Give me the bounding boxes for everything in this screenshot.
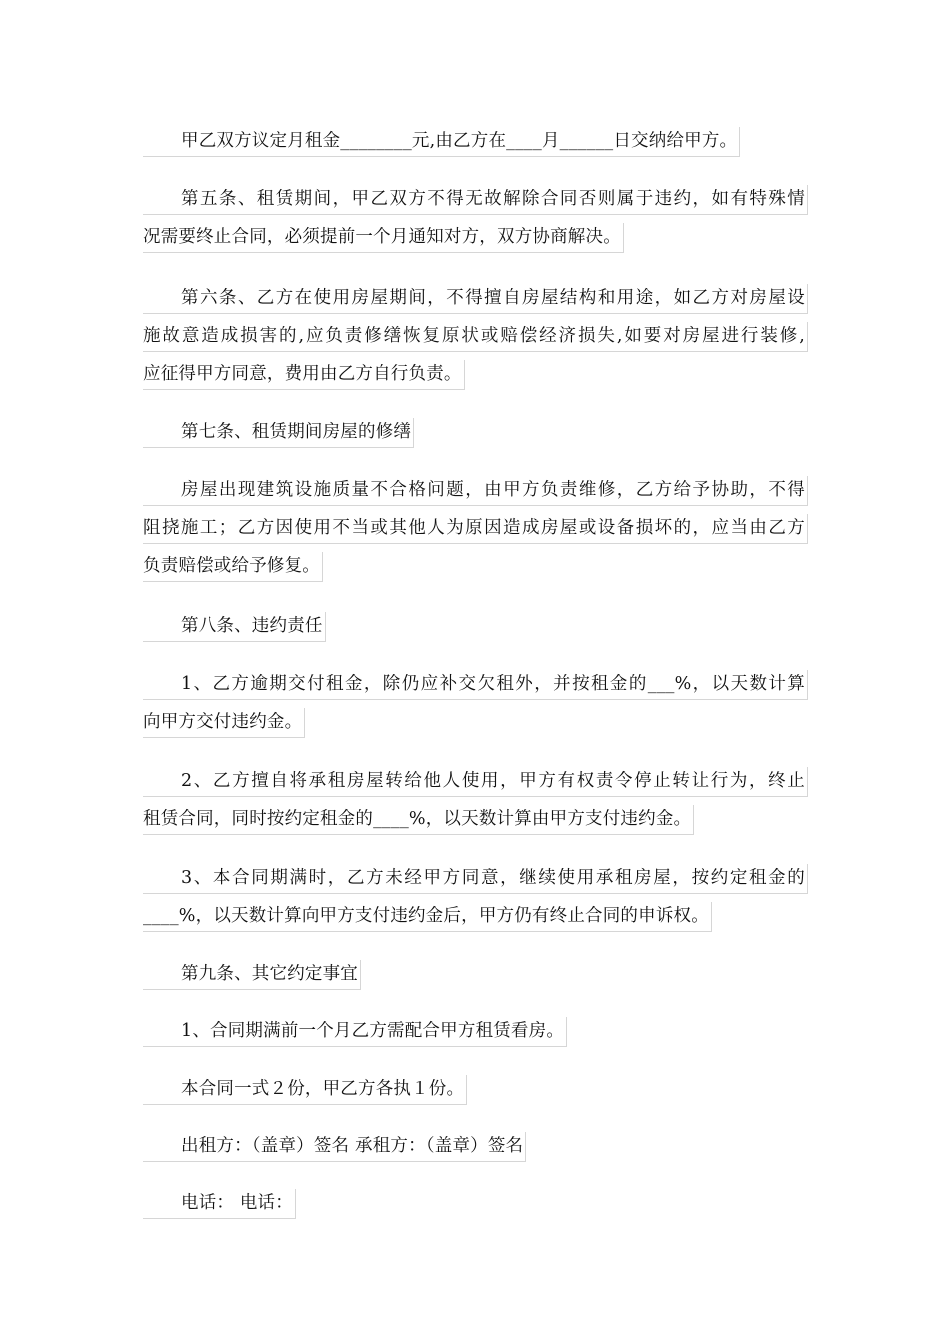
text-line: 况需要终止合同，必须提前一个月通知对方，双方协商解决。: [143, 223, 624, 253]
text-line: 阻挠施工；乙方因使用不当或其他人为原因造成房屋或设备损坏的，应当由乙方: [143, 514, 808, 544]
text-line: 第八条、违约责任: [143, 612, 326, 642]
paragraph-article-8-heading: [143, 612, 808, 642]
paragraph-rent-amount: [143, 127, 808, 157]
text-line: 第六条、乙方在使用房屋期间，不得擅自房屋结构和用途，如乙方对房屋设: [143, 284, 808, 314]
paragraph-article-6: [143, 284, 808, 390]
paragraph-article-5: [143, 185, 808, 253]
text-line: 1、乙方逾期交付租金，除仍应补交欠租外，并按租金的___%，以天数计算: [143, 670, 808, 700]
paragraph-article-7-heading: [143, 418, 808, 448]
text-line: 租赁合同，同时按约定租金的____%，以天数计算由甲方支付违约金。: [143, 805, 694, 835]
paragraph-repairs: [143, 476, 808, 582]
paragraph-article-9-heading: [143, 960, 808, 990]
text-line: 3、本合同期满时，乙方未经甲方同意，继续使用承租房屋，按约定租金的: [143, 864, 808, 894]
text-line: 1、合同期满前一个月乙方需配合甲方租赁看房。: [143, 1017, 567, 1047]
text-line: 第五条、租赁期间，甲乙双方不得无故解除合同否则属于违约，如有特殊情: [143, 185, 808, 215]
text-line: 本合同一式２份，甲乙方各执１份。: [143, 1075, 467, 1105]
paragraph-breach-1: [143, 670, 808, 738]
text-line: 甲乙双方议定月租金________元,由乙方在____月______日交纳给甲方。: [143, 127, 740, 157]
text-line: 电话： 电话：: [143, 1189, 296, 1219]
text-line: 出租方：（盖章）签名 承租方：（盖章）签名: [143, 1132, 526, 1162]
text-line: ____%，以天数计算向甲方支付违约金后，甲方仍有终止合同的申诉权。: [143, 902, 712, 932]
text-line: 向甲方交付违约金。: [143, 708, 305, 738]
text-line: 第九条、其它约定事宜: [143, 960, 361, 990]
paragraph-copies: [143, 1075, 808, 1105]
text-line: 应征得甲方同意，费用由乙方自行负责。: [143, 360, 465, 390]
text-line: 第七条、租赁期间房屋的修缮: [143, 418, 414, 448]
text-line: 房屋出现建筑设施质量不合格问题，由甲方负责维修，乙方给予协助，不得: [143, 476, 808, 506]
text-line: 负责赔偿或给予修复。: [143, 552, 323, 582]
text-line: 2、乙方擅自将承租房屋转给他人使用，甲方有权责令停止转让行为，终止: [143, 767, 808, 797]
paragraph-signatures: [143, 1132, 808, 1162]
text-line: 施故意造成损害的,应负责修缮恢复原状或赔偿经济损失,如要对房屋进行装修,: [143, 322, 808, 352]
paragraph-other-1: [143, 1017, 808, 1047]
paragraph-phone: [143, 1189, 808, 1219]
paragraph-breach-2: [143, 767, 808, 835]
paragraph-breach-3: [143, 864, 808, 932]
